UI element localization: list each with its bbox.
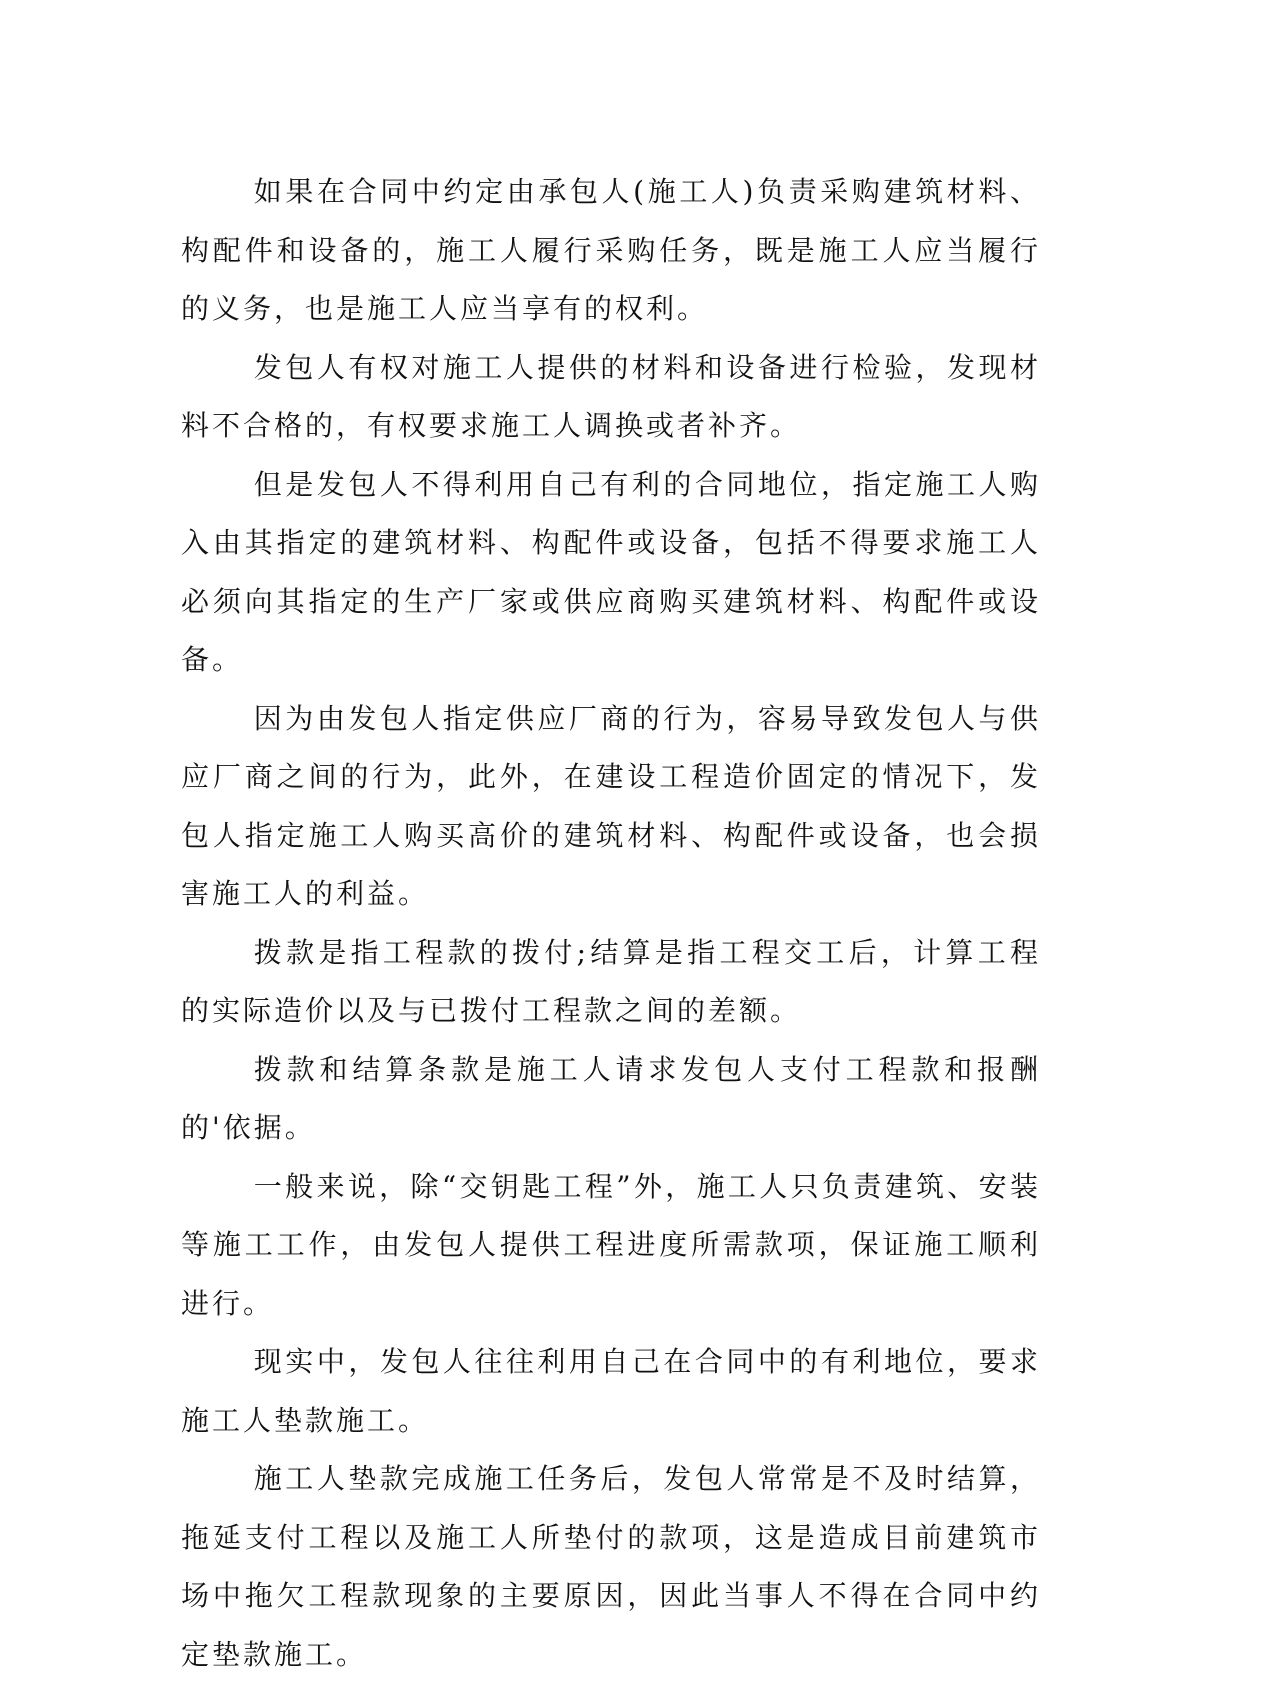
paragraph-9: 施工人垫款完成施工任务后，发包人常常是不及时结算，拖延支付工程以及施工人所垫付的款项，这是造成目前建筑市场中拖欠工程款现象的主要原因，因此当事人不得在合同中约定垫款施工。 [181,1462,1041,1671]
document-body [181,163,1041,1684]
paragraph-6: 拨款和结算条款是施工人请求发包人支付工程款和报酬的'依据。 [181,1052,1041,1144]
paragraph-8: 现实中，发包人往往利用自己在合同中的有利地位，要求施工人垫款施工。 [181,1345,1041,1437]
paragraph-4: 因为由发包人指定供应厂商的行为，容易导致发包人与供应厂商之间的行为，此外，在建设工程造价固定的情况下，发包人指定施工人购买高价的建筑材料、构配件或设备，也会损害施工人的利益。 [181,701,1041,910]
paragraph-7: 一般来说，除“交钥匙工程”外，施工人只负责建筑、安装等施工工作，由发包人提供工程进度所需款项，保证施工顺利进行。 [181,1169,1041,1320]
paragraph-2: 发包人有权对施工人提供的材料和设备进行检验，发现材料不合格的，有权要求施工人调换或者补齐。 [181,350,1041,442]
paragraph-5: 拨款是指工程款的拨付;结算是指工程交工后，计算工程的实际造价以及与已拨付工程款之间的差额。 [181,935,1041,1027]
paragraph-1: 如果在合同中约定由承包人(施工人)负责采购建筑材料、构配件和设备的，施工人履行采购任务，既是施工人应当履行的义务，也是施工人应当享有的权利。 [181,175,1041,325]
paragraph-3: 但是发包人不得利用自己有利的合同地位，指定施工人购入由其指定的建筑材料、构配件或设备，包括不得要求施工人必须向其指定的生产厂家或供应商购买建筑材料、构配件或设备。 [181,467,1041,676]
